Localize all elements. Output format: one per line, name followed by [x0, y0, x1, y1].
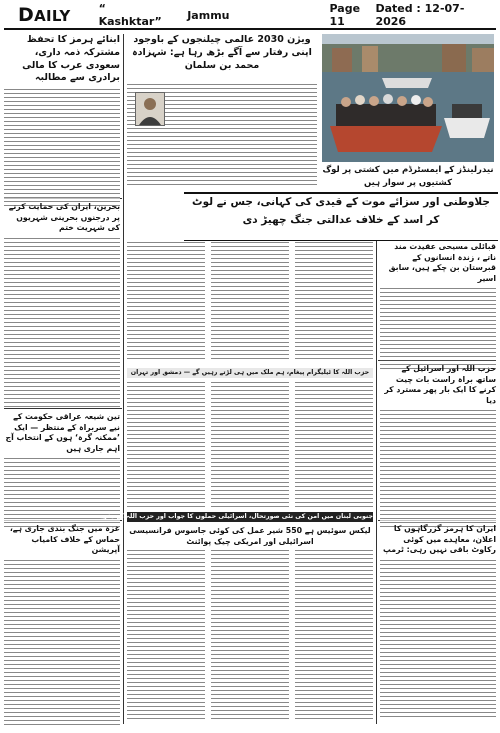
article-left-mid	[4, 202, 120, 406]
masthead-daily-initial: D	[18, 4, 35, 26]
article-headline: تین شیعہ عراقی حکومت کے نیے سربراہ کے منتظر — ایک ’ممکنہ گرہ‘ ہوں کے انتخاب آج اہم جاری ہیں	[5, 412, 120, 453]
article-body-text	[295, 242, 373, 362]
article-body-text	[4, 238, 120, 408]
article-top-left	[4, 34, 120, 196]
portrait-photo	[135, 92, 165, 126]
column-rule	[376, 240, 377, 724]
masthead-page-number: Page 11	[329, 2, 361, 28]
masthead-date: Dated : 12-07-2026	[375, 2, 465, 28]
article-body-text	[127, 382, 205, 508]
article-body-text	[380, 288, 496, 372]
masthead-city: Jammu	[187, 8, 230, 22]
article-body-text	[211, 382, 289, 508]
article-right-bottom	[380, 524, 496, 724]
article-body-text	[380, 560, 496, 720]
boat-photo	[322, 34, 494, 162]
masthead-daily-rest: AILY	[34, 7, 71, 25]
article-headline: قبائلی مسیحی عقیدت مند ناتے ، زندہ انسانوں کے قبرستان بن چکے ہیں، سابق اسیر	[388, 242, 496, 283]
photo-caption: نیدرلینڈز کے ایمسٹرڈم میں کشتی پر لوگ کشتیوں پر سوار ہیں	[322, 165, 494, 188]
article-body-text	[380, 410, 496, 528]
article-headline: ابنائے ہرمز کا تحفظ مشترکہ ذمہ داری، سعودی عرب کا مالی برادری سے مطالبہ	[22, 34, 120, 84]
article-body-text	[295, 550, 373, 722]
article-body-text	[127, 242, 205, 362]
masthead-daily	[18, 4, 71, 26]
article-body-text	[127, 550, 205, 722]
bar-headline: حزب اللہ کا ٹیلیگرام پیغام، ہم ملک میں ہی لڑتے رہیں گے — دمشق اور تہران	[127, 368, 373, 378]
bar-headline-dark: جنوبی لبنان میں امن کی نئی صورتحال، اسرائیلی حملوں کا جواب اور حزب اللہ کے دعوے	[99, 513, 373, 520]
article-headline: بحرین، ایران کی حمایت کرنے پر درجنوں بحرینی شہریوں کی شہریت ختم	[8, 202, 120, 233]
article-body-text	[295, 382, 373, 508]
article-center-lower	[127, 382, 373, 508]
article-right-mid	[380, 242, 496, 358]
article-bottom-center	[127, 526, 373, 724]
article-right-lower	[380, 364, 496, 518]
article-headline: ایران کا ہرمز گزرگاہوں کا اعلان، معاہدے میں کوئی رکاوٹ باقی نہیں رہی: ٹرمپ	[383, 524, 496, 555]
column-rule	[123, 34, 124, 724]
article-center-body	[127, 242, 373, 362]
article-body-text	[4, 89, 120, 207]
article-left-bottom	[4, 524, 120, 724]
article-headline: ویژن 2030 عالمی چیلنجوں کے باوجود اپنی رفتار سے آگے بڑھ رہا ہے: شہزادہ محمد بن سلمان	[132, 34, 312, 71]
article-headline: غزہ میں جنگ بندی جاری ہے، حماس کے خلاف کامیاب آپریشن	[9, 524, 120, 555]
masthead-paper-name: “ Kashktar”	[98, 2, 162, 28]
article-headline: لیکس سوئیس ہے 550 شیر عمل کی کوئی جاسوس فرانسیسی اسرائیلی اور امریکی چیک پوائنٹ	[129, 526, 371, 546]
masthead	[4, 2, 496, 30]
article-body-text	[4, 560, 120, 728]
banner-headline: جلاوطنی اور سزائے موت کے قیدی کی کہانی، جس نے لوٹ کر اسد کے خلاف عدالتی جنگ چھیڑ دی	[184, 192, 498, 241]
section-rule	[4, 408, 122, 409]
article-body-text	[211, 550, 289, 722]
article-headline: حزب اللہ اور اسرائیل کے ساتھ براہ راست بات چیت کرنے کا ایک بار پھر مسترد کر دیا	[384, 364, 496, 405]
article-body-text	[211, 242, 289, 362]
article-left-lower	[4, 412, 120, 518]
